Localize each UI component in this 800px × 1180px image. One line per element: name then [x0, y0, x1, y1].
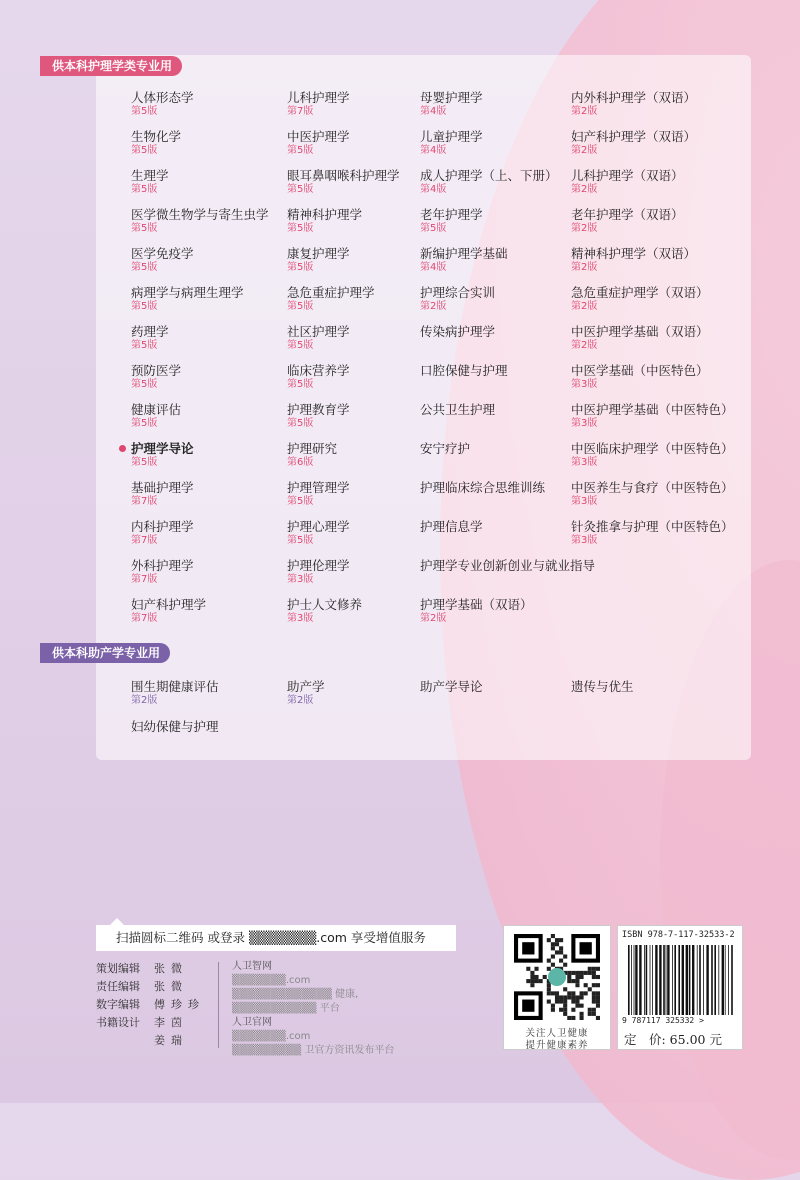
book-edition: 第5版	[131, 301, 158, 312]
book-title: 中医护理学	[287, 129, 350, 144]
book-title: 护理学导论	[131, 441, 194, 456]
book-edition: 第2版	[571, 145, 598, 156]
website-line: ▒▒▒▒▒▒▒▒▒ 卫官方资讯发布平台	[232, 1045, 395, 1056]
book-edition: 第2版	[571, 340, 598, 351]
book-item	[571, 90, 696, 119]
book-title: 安宁疗护	[420, 441, 471, 456]
book-item	[287, 324, 350, 353]
book-edition: 第5版	[287, 301, 314, 312]
book-title: 针灸推拿与护理（中医特色）	[571, 519, 734, 534]
book-edition: 第7版	[287, 106, 314, 117]
book-title: 护理管理学	[287, 480, 350, 495]
book-edition: 第5版	[287, 184, 314, 195]
book-title: 护理教育学	[287, 402, 350, 417]
book-edition: 第2版	[571, 184, 598, 195]
book-title: 妇产科护理学（双语）	[571, 129, 697, 144]
book-title: 围生期健康评估	[131, 679, 219, 694]
book-edition: 第3版	[571, 535, 598, 546]
credit-role: 书籍设计	[96, 1016, 140, 1029]
book-title: 内外科护理学（双语）	[571, 90, 697, 105]
book-item	[571, 207, 684, 236]
book-title: 护理伦理学	[287, 558, 350, 573]
book-item	[131, 480, 194, 509]
isbn-text: ISBN 978-7-117-32533-2	[622, 930, 735, 940]
book-edition: 第3版	[287, 574, 314, 585]
book-edition: 第5版	[131, 106, 158, 117]
book-item	[420, 285, 495, 314]
book-edition: 第7版	[131, 574, 158, 585]
book-item	[571, 363, 709, 392]
book-item	[420, 558, 595, 573]
book-title: 临床营养学	[287, 363, 350, 378]
book-item	[287, 679, 325, 708]
book-item	[131, 402, 181, 431]
book-item	[287, 168, 400, 197]
credit-name: 傅珍珍	[154, 998, 205, 1011]
book-edition: 第7版	[131, 496, 158, 507]
book-item	[131, 324, 169, 353]
book-item	[420, 168, 558, 197]
book-edition: 第5版	[131, 145, 158, 156]
credit-name: 张微	[154, 980, 188, 993]
book-item	[420, 402, 495, 417]
book-edition: 第3版	[287, 613, 314, 624]
book-item	[131, 129, 181, 158]
book-edition: 第2版	[571, 262, 598, 273]
qr-code-panel	[503, 925, 611, 1050]
qr-code-image[interactable]	[514, 934, 600, 1020]
book-item	[571, 519, 734, 548]
book-edition: 第2版	[287, 695, 314, 706]
credit-row	[96, 1032, 205, 1050]
book-title: 护理临床综合思维训练	[420, 480, 546, 495]
credit-role: 数字编辑	[96, 998, 140, 1011]
book-title: 预防医学	[131, 363, 182, 378]
book-item	[287, 246, 350, 275]
book-edition: 第5版	[131, 340, 158, 351]
book-item	[131, 679, 219, 708]
book-title: 助产学导论	[420, 679, 483, 694]
book-item	[571, 246, 696, 275]
credit-name: 李茵	[154, 1016, 188, 1029]
book-title: 中医护理学基础（中医特色）	[571, 402, 734, 417]
book-item	[420, 129, 483, 158]
book-title: 儿童护理学	[420, 129, 483, 144]
book-edition: 第5版	[287, 262, 314, 273]
book-title: 儿科护理学（双语）	[571, 168, 684, 183]
book-title: 妇幼保健与护理	[131, 719, 219, 734]
book-edition: 第5版	[287, 145, 314, 156]
book-edition: 第2版	[420, 613, 447, 624]
book-title: 医学免疫学	[131, 246, 194, 261]
book-item	[287, 519, 350, 548]
book-item	[131, 597, 206, 626]
book-title: 医学微生物学与寄生虫学	[131, 207, 269, 222]
book-item	[287, 558, 350, 587]
book-title: 儿科护理学	[287, 90, 350, 105]
book-edition: 第2版	[571, 223, 598, 234]
book-item	[287, 207, 362, 236]
book-title: 传染病护理学	[420, 324, 496, 339]
book-edition: 第2版	[571, 106, 598, 117]
book-title: 中医养生与食疗（中医特色）	[571, 480, 734, 495]
book-item	[287, 597, 362, 626]
book-item	[131, 558, 194, 587]
book-title: 护理信息学	[420, 519, 483, 534]
book-item	[287, 441, 337, 470]
book-title: 妇产科护理学	[131, 597, 207, 612]
book-title: 护理心理学	[287, 519, 350, 534]
book-edition: 第2版	[420, 301, 447, 312]
book-edition: 第3版	[571, 379, 598, 390]
book-edition: 第5版	[420, 223, 447, 234]
book-item	[420, 246, 508, 275]
book-item	[571, 402, 734, 431]
book-title: 眼耳鼻咽喉科护理学	[287, 168, 400, 183]
credit-role: 责任编辑	[96, 980, 140, 993]
book-title: 中医临床护理学（中医特色）	[571, 441, 734, 456]
book-item	[571, 285, 709, 314]
book-item	[420, 441, 470, 456]
book-item	[420, 679, 483, 694]
book-title: 遗传与优生	[571, 679, 634, 694]
book-item	[571, 168, 684, 197]
book-edition: 第5版	[131, 379, 158, 390]
credit-role	[96, 1032, 154, 1050]
book-item	[571, 441, 734, 470]
scan-instruction-bar	[96, 925, 456, 951]
book-item	[420, 480, 545, 495]
book-title: 急危重症护理学	[287, 285, 375, 300]
qr-caption-2: 提升健康素养	[525, 1040, 589, 1051]
book-title: 精神科护理学（双语）	[571, 246, 697, 261]
credit-name: 张微	[154, 962, 188, 975]
book-title: 老年护理学	[420, 207, 483, 222]
credit-role: 策划编辑	[96, 962, 140, 975]
book-title: 中医学基础（中医特色）	[571, 363, 709, 378]
book-title: 公共卫生护理	[420, 402, 496, 417]
book-item	[131, 90, 194, 119]
book-edition: 第5版	[287, 418, 314, 429]
credit-row	[96, 1014, 205, 1032]
bar-notch	[110, 918, 124, 925]
book-title: 精神科护理学	[287, 207, 363, 222]
book-edition: 第5版	[287, 535, 314, 546]
book-edition: 第4版	[420, 184, 447, 195]
credit-name: 姜瑞	[154, 1034, 188, 1047]
price-label: 定 价: 65.00 元	[624, 1032, 722, 1047]
book-edition: 第4版	[420, 262, 447, 273]
credit-row	[96, 960, 205, 978]
book-title: 病理学与病理生理学	[131, 285, 244, 300]
book-item	[287, 480, 350, 509]
book-title: 护理研究	[287, 441, 338, 456]
book-edition: 第3版	[571, 457, 598, 468]
website-line: ▒▒▒▒▒▒▒.com	[232, 1031, 311, 1042]
book-edition: 第5版	[287, 379, 314, 390]
book-title: 老年护理学（双语）	[571, 207, 684, 222]
book-item	[571, 129, 696, 158]
book-item	[420, 207, 483, 236]
book-item	[420, 363, 508, 378]
book-title: 生物化学	[131, 129, 182, 144]
book-item	[420, 519, 483, 534]
book-edition: 第3版	[571, 496, 598, 507]
book-title: 药理学	[131, 324, 169, 339]
book-title: 基础护理学	[131, 480, 194, 495]
book-title: 人体形态学	[131, 90, 194, 105]
book-title: 康复护理学	[287, 246, 350, 261]
book-item	[287, 129, 350, 158]
book-title: 社区护理学	[287, 324, 350, 339]
book-title: 中医护理学基础（双语）	[571, 324, 709, 339]
book-edition: 第5版	[131, 418, 158, 429]
book-item	[131, 441, 194, 470]
book-edition: 第2版	[571, 301, 598, 312]
website-line: 人卫官网	[232, 1017, 272, 1028]
book-edition: 第7版	[131, 613, 158, 624]
website-line: 人卫智网	[232, 961, 272, 972]
book-edition: 第3版	[571, 418, 598, 429]
current-book-marker	[119, 445, 126, 452]
book-item	[420, 324, 495, 339]
book-title: 内科护理学	[131, 519, 194, 534]
scan-instruction-text: 扫描圆标二维码 或登录 ▒▒▒▒▒▒▒.com 享受增值服务	[116, 930, 426, 945]
book-edition: 第2版	[131, 695, 158, 706]
book-edition: 第5版	[131, 223, 158, 234]
midwifery-section-label: 供本科助产学专业用	[40, 643, 170, 663]
website-line: ▒▒▒▒▒▒▒▒▒▒▒▒▒ 健康,	[232, 989, 359, 1000]
book-title: 健康评估	[131, 402, 182, 417]
book-item	[131, 246, 194, 275]
website-info	[232, 960, 422, 1058]
book-item	[131, 285, 244, 314]
book-item	[131, 363, 181, 392]
book-title: 护士人文修养	[287, 597, 363, 612]
book-edition: 第5版	[287, 223, 314, 234]
book-title: 生理学	[131, 168, 169, 183]
barcode-digits: 9 787117 325332 >	[622, 1016, 704, 1025]
book-title: 口腔保健与护理	[420, 363, 508, 378]
book-edition: 第4版	[420, 145, 447, 156]
book-item	[287, 90, 350, 119]
book-item	[420, 90, 483, 119]
editor-credits	[96, 960, 205, 1050]
book-item	[287, 363, 350, 392]
book-edition: 第5版	[287, 340, 314, 351]
book-edition: 第5版	[131, 262, 158, 273]
book-item	[131, 207, 269, 236]
book-title: 护理学专业创新创业与就业指导	[420, 558, 596, 573]
book-edition: 第6版	[287, 457, 314, 468]
divider	[218, 962, 219, 1048]
nursing-section-label: 供本科护理学类专业用	[40, 56, 182, 76]
book-item	[131, 519, 194, 548]
book-item	[571, 679, 634, 694]
qr-caption-1: 关注人卫健康	[525, 1028, 589, 1039]
book-title: 助产学	[287, 679, 325, 694]
isbn-panel	[617, 925, 743, 1050]
book-edition: 第5版	[131, 457, 158, 468]
book-edition: 第7版	[131, 535, 158, 546]
book-item	[131, 168, 169, 197]
book-title: 外科护理学	[131, 558, 194, 573]
website-line: ▒▒▒▒▒▒▒▒▒▒▒ 平台	[232, 1003, 340, 1014]
credit-row	[96, 996, 205, 1014]
book-edition: 第4版	[420, 106, 447, 117]
book-item	[131, 719, 219, 734]
book-edition: 第5版	[287, 496, 314, 507]
book-title: 急危重症护理学（双语）	[571, 285, 709, 300]
book-item	[571, 324, 709, 353]
book-title: 护理学基础（双语）	[420, 597, 533, 612]
book-title: 新编护理学基础	[420, 246, 508, 261]
book-title: 护理综合实训	[420, 285, 496, 300]
credit-row	[96, 978, 205, 996]
book-item	[571, 480, 734, 509]
book-item	[287, 402, 350, 431]
book-item	[420, 597, 533, 626]
book-title: 成人护理学（上、下册）	[420, 168, 558, 183]
book-title: 母婴护理学	[420, 90, 483, 105]
barcode-image	[626, 944, 736, 1018]
book-item	[287, 285, 375, 314]
website-line: ▒▒▒▒▒▒▒.com	[232, 975, 311, 986]
book-edition: 第5版	[131, 184, 158, 195]
